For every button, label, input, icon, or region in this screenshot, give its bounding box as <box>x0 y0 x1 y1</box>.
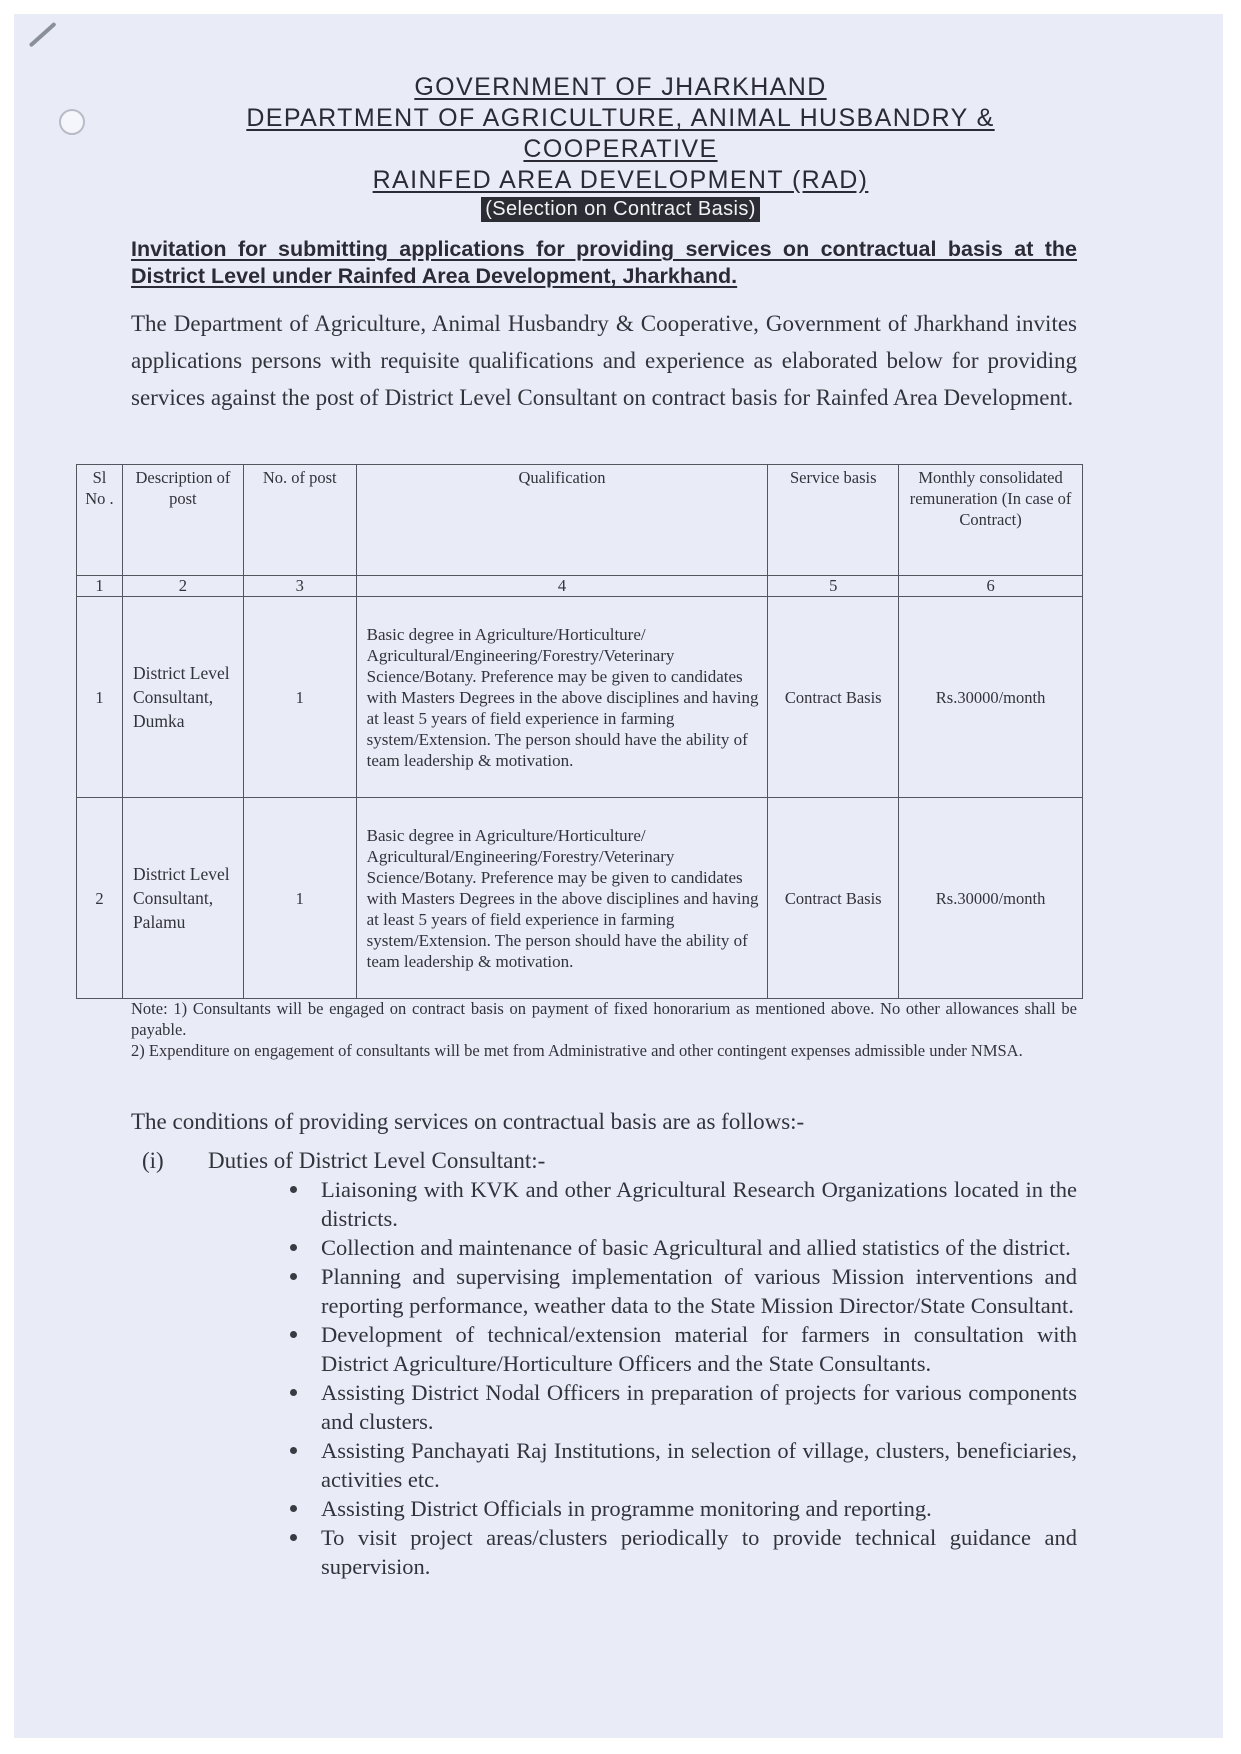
invitation-heading: Invitation for submitting applications for providing services on contractual basis at the District Level under Rainfed Area Development, Jharkhand. <box>131 237 1077 288</box>
note-1: Note: 1) Consultants will be engaged on contract basis on payment of fixed honorarium as mentioned above. No other allowances shall be payable. <box>131 999 1077 1039</box>
header-department-cont: COOPERATIVE <box>523 135 718 163</box>
column-number: 3 <box>243 576 356 597</box>
column-number: 6 <box>899 576 1083 597</box>
bullet-icon <box>290 1505 297 1512</box>
bullet-icon <box>290 1244 297 1251</box>
list-item: Collection and maintenance of basic Agricultural and allied statistics of the district. <box>290 1233 1077 1262</box>
header-department: DEPARTMENT OF AGRICULTURE, ANIMAL HUSBANDRY & <box>246 104 995 132</box>
bullet-icon <box>290 1447 297 1454</box>
header-description: Description of post <box>122 465 243 576</box>
cell-no-of-post: 1 <box>243 798 356 999</box>
header-qualification: Qualification <box>356 465 768 576</box>
column-number: 4 <box>356 576 768 597</box>
table-row <box>77 597 1083 798</box>
section-title: Duties of District Level Consultant:- <box>208 1148 546 1173</box>
table-row <box>77 798 1083 999</box>
bullet-icon <box>290 1389 297 1396</box>
cell-service-basis: Contract Basis <box>768 798 899 999</box>
list-item: Assisting Panchayati Raj Institutions, in selection of village, clusters, beneficiaries, activities etc. <box>290 1436 1077 1494</box>
selection-badge: (Selection on Contract Basis) <box>481 197 760 222</box>
section-number: (i) <box>142 1148 164 1173</box>
list-item: Assisting District Nodal Officers in preparation of projects for various components and clusters. <box>290 1378 1077 1436</box>
notes-block <box>131 998 1077 1061</box>
list-item: Planning and supervising implementation of various Mission interventions and reporting performance, weather data to the State Mission Director/State Consultant. <box>290 1262 1077 1320</box>
cell-sl-no: 2 <box>77 798 123 999</box>
note-2: 2) Expenditure on engagement of consultants will be met from Administrative and other contingent expenses admissible under NMSA. <box>131 1041 1023 1060</box>
cell-description: District Level Consultant, Dumka <box>122 597 243 798</box>
cell-description: District Level Consultant, Palamu <box>122 798 243 999</box>
intro-paragraph: The Department of Agriculture, Animal Husbandry & Cooperative, Government of Jharkhand invites applications persons with requisite qualifications and experience as elaborated below for providing services against the post of District Level Consultant on contract basis for Rainfed Area Development. <box>131 311 1077 410</box>
conditions-intro: The conditions of providing services on contractual basis are as follows:- <box>131 1109 805 1134</box>
bullet-icon <box>290 1331 297 1338</box>
cell-qualification: Basic degree in Agriculture/Horticulture/ Agricultural/Engineering/Forestry/Veterinary Science/Botany. Preference may be given to candidates with Masters Degrees in the above disciplines and having at least 5 years of field experience in farming system/Extension. The person should have the ability of team leadership & motivation. <box>356 597 768 798</box>
column-number: 2 <box>122 576 243 597</box>
staple-mark <box>29 22 57 48</box>
list-item: To visit project areas/clusters periodically to provide technical guidance and supervision. <box>290 1523 1077 1581</box>
header-service-basis: Service basis <box>768 465 899 576</box>
cell-service-basis: Contract Basis <box>768 597 899 798</box>
bullet-icon <box>290 1273 297 1280</box>
header-no-of-post: No. of post <box>243 465 356 576</box>
selection-badge-wrap <box>0 197 1241 222</box>
list-item: Development of technical/extension material for farmers in consultation with District Agriculture/Horticulture Officers and the State Consultants. <box>290 1320 1077 1378</box>
column-number: 5 <box>768 576 899 597</box>
header-government: GOVERNMENT OF JHARKHAND <box>414 73 827 101</box>
table-header-row <box>77 465 1083 576</box>
cell-qualification: Basic degree in Agriculture/Horticulture/ Agricultural/Engineering/Forestry/Veterinary Science/Botany. Preference may be given to candidates with Masters Degrees in the above disciplines and having at least 5 years of field experience in farming system/Extension. The person should have the ability of team leadership & motivation. <box>356 798 768 999</box>
bullet-icon <box>290 1186 297 1193</box>
cell-remuneration: Rs.30000/month <box>899 597 1083 798</box>
cell-remuneration: Rs.30000/month <box>899 798 1083 999</box>
posts-table <box>76 464 1083 999</box>
column-number-row <box>77 576 1083 597</box>
list-item: Assisting District Officials in programme monitoring and reporting. <box>290 1494 1077 1523</box>
list-item: Liaisoning with KVK and other Agricultural Research Organizations located in the districts. <box>290 1175 1077 1233</box>
header-sl-no: Sl No . <box>77 465 123 576</box>
cell-sl-no: 1 <box>77 597 123 798</box>
duties-list <box>290 1175 1077 1581</box>
cell-no-of-post: 1 <box>243 597 356 798</box>
bullet-icon <box>290 1534 297 1541</box>
column-number: 1 <box>77 576 123 597</box>
header-remuneration: Monthly consolidated remuneration (In case of Contract) <box>899 465 1083 576</box>
header-program: RAINFED AREA DEVELOPMENT (RAD) <box>372 166 869 194</box>
duties-heading <box>142 1146 545 1176</box>
